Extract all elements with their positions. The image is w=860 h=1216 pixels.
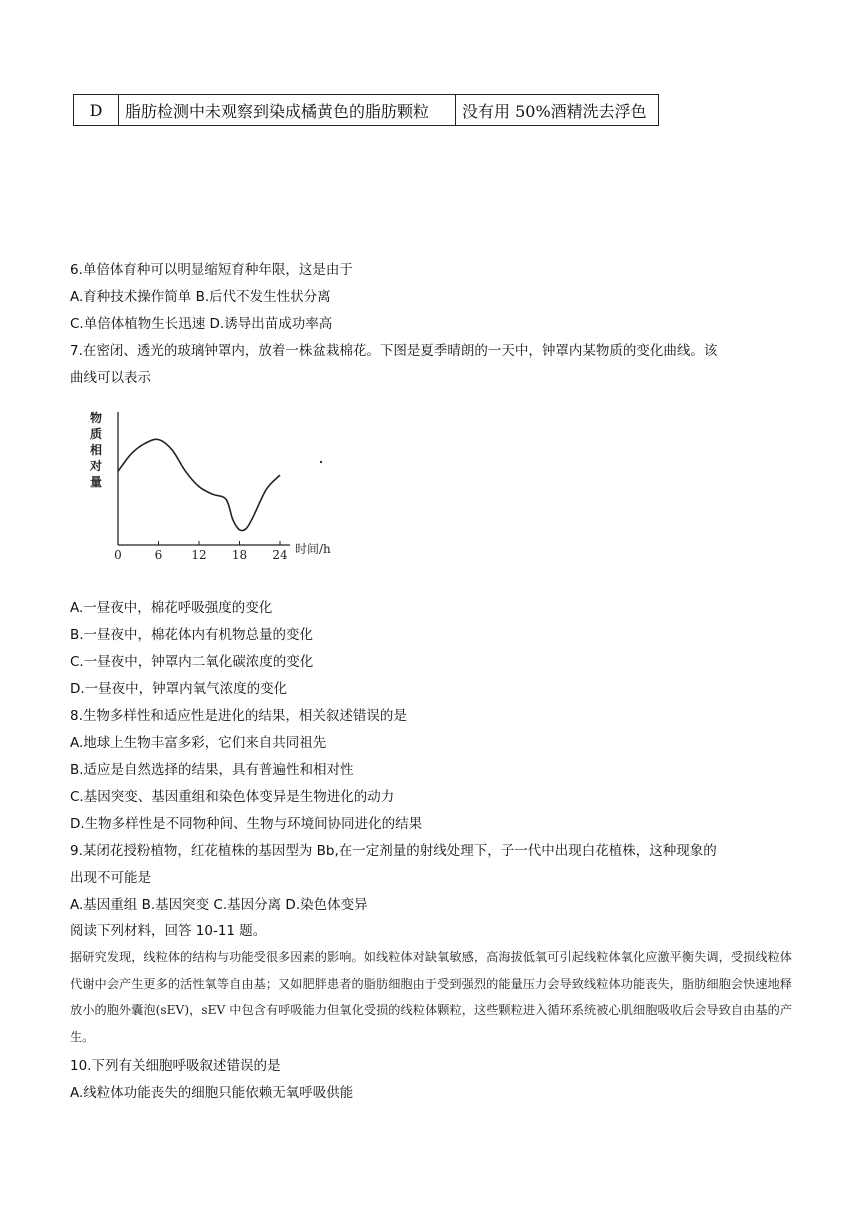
reading-material: 据研究发现，线粒体的结构与功能受很多因素的影响。如线粒体对缺氧敏感，高海拔低氧可引起线粒体氧化应激平衡失调，受损线粒体代谢中会产生更多的活性氧等自由基；又如肥胖患者的脂肪细胞由于受到强烈的能量压力会导致线粒体功能丧失，脂肪细胞会快速地释放小的胞外囊泡(sEV)，sEV 中包含有呼吸能力但氧化受损的线粒体颗粒，这些颗粒进入循环系统被心肌细胞吸收后会导致自由基的产生。 <box>70 950 792 1044</box>
table-cell-option: D <box>74 95 119 126</box>
q9-stem-line2: 出现不可能是 <box>70 870 151 886</box>
reading-intro: 阅读下列材料，回答 10-11 题。 <box>70 923 267 939</box>
answer-table <box>73 94 659 126</box>
q10-stem: 10.下列有关细胞呼吸叙述错误的是 <box>70 1058 281 1074</box>
y-axis-label-char: 物 <box>90 411 103 425</box>
q7-stem-line1: 7.在密闭、透光的玻璃钟罩内，放着一株盆栽棉花。下图是夏季晴朗的一天中，钟罩内某物质的变化曲线。该 <box>70 343 718 359</box>
table-cell-phenomenon: 脂肪检测中未观察到染成橘黄色的脂肪颗粒 <box>119 95 456 126</box>
x-tick-label: 18 <box>231 548 248 560</box>
q8-option-b: B.适应是自然选择的结果，具有普遍性和相对性 <box>70 762 354 778</box>
y-axis-label-char: 对 <box>90 459 103 473</box>
table-cell-reason: 没有用 50%酒精洗去浮色 <box>456 95 659 126</box>
y-axis-label-char: 质 <box>90 427 103 441</box>
q8-stem: 8.生物多样性和适应性是进化的结果，相关叙述错误的是 <box>70 708 407 724</box>
stray-dot <box>320 461 322 463</box>
series-line <box>118 439 280 530</box>
q6-stem: 6.单倍体育种可以明显缩短育种年限，这是由于 <box>70 262 353 278</box>
x-axis-ticks <box>114 541 288 560</box>
q7-option-c: C.一昼夜中，钟罩内二氧化碳浓度的变化 <box>70 654 314 670</box>
q9-stem-line1: 9.某闭花授粉植物，红花植株的基因型为 Bb,在一定剂量的射线处理下，子一代中出现白花植株，这种现象的 <box>70 843 717 859</box>
q10-option-a: A.线粒体功能丧失的细胞只能依赖无氧呼吸供能 <box>70 1085 354 1101</box>
q9-options: A.基因重组 B.基因突变 C.基因分离 D.染色体变异 <box>70 897 368 913</box>
q6-options-line1: A.育种技术操作简单 B.后代不发生性状分离 <box>70 289 331 305</box>
x-tick-label: 0 <box>114 548 122 560</box>
y-axis-label-char: 相 <box>90 443 103 457</box>
q7-option-a: A.一昼夜中，棉花呼吸强度的变化 <box>70 600 273 616</box>
y-axis-label-char: 量 <box>90 475 103 489</box>
x-axis-label: 时间/h <box>295 542 331 556</box>
q7-option-b: B.一昼夜中，棉花体内有机物总量的变化 <box>70 627 314 643</box>
x-tick-label: 24 <box>272 548 288 560</box>
q8-option-c: C.基因突变、基因重组和染色体变异是生物进化的动力 <box>70 789 395 805</box>
q7-stem-line2: 曲线可以表示 <box>70 370 151 386</box>
q7-curve-chart <box>85 400 355 560</box>
table-row <box>74 95 659 126</box>
x-tick-label: 6 <box>154 548 163 560</box>
y-axis-label <box>89 410 102 489</box>
q6-options-line2: C.单倍体植物生长迅速 D.诱导出苗成功率高 <box>70 316 333 332</box>
q8-option-a: A.地球上生物丰富多彩，它们来自共同祖先 <box>70 735 327 751</box>
x-tick-label: 12 <box>191 548 207 560</box>
q8-option-d: D.生物多样性是不同物种间、生物与环境间协同进化的结果 <box>70 816 423 832</box>
q7-option-d: D.一昼夜中，钟罩内氧气浓度的变化 <box>70 681 288 697</box>
